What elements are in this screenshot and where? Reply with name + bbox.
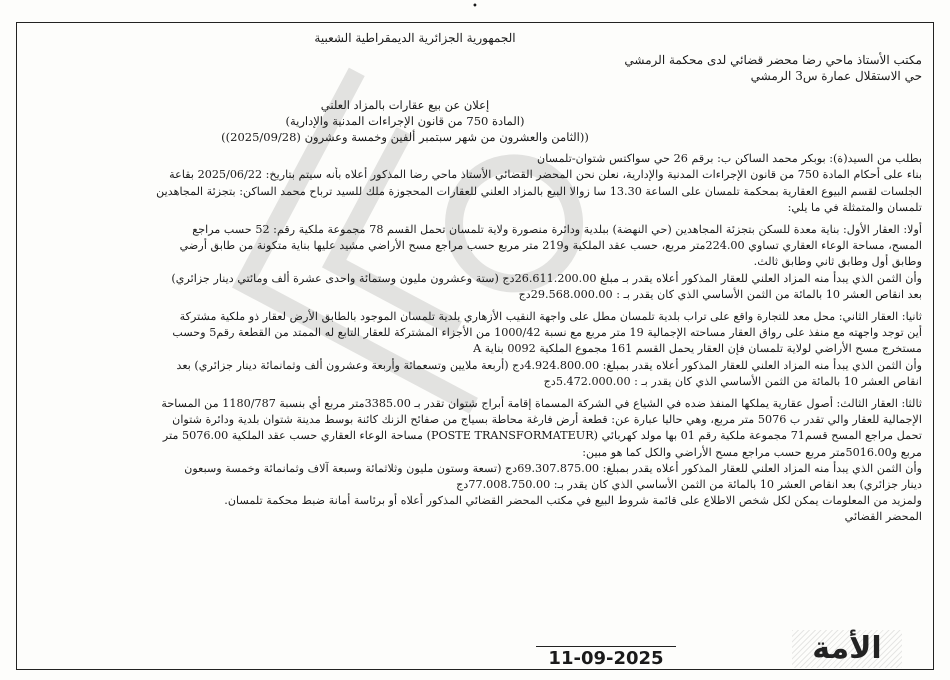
property-2-line-3: مستخرج مسح الأراضي لولاية تلمسان فإن العقار يحمل القسم 161 مجموع الملكية 0092 بناية A	[473, 342, 922, 356]
property-2-line-2: أين توجد واجهته مع منفذ على رواق العقار مساحته الإجمالية 19 متر مربع مع نسبة 1000/42 من الأجزاء المشتركة للعقار التابع له الممتد من القطعة رقم5 وحسب	[172, 326, 922, 340]
newspaper-logo	[792, 630, 902, 668]
notice-footer	[16, 612, 934, 670]
closing-note: ولمزيد من المعلومات يمكن لكل شخص الاطلاع على قائمة شروط البيع في مكتب المحضر القضائي المذكور أعلاه أو برئاسة أمانة ضبط محكمة تلمسان.	[224, 494, 922, 508]
property-3-line-1: ثالثا: العقار الثالث: أصول عقارية يملكها المنفذ ضده في الشياع في الشركة المسماة إقامة أبراج شتوان تقدر بـ 3385.00متر مربع أي بنسبة 1180/787 من المساحة	[161, 397, 922, 411]
property-1-line-3: وطابق أول وطابق ثاني وطابق ثالث.	[753, 255, 922, 269]
republic-heading: الجمهورية الجزائرية الديمقراطية الشعبية	[314, 31, 516, 45]
logo-text: الأمة	[812, 631, 882, 666]
property-3-price-1: وأن الثمن الذي يبدأ منه المزاد العلني للعقار المذكور أعلاه يقدر بمبلغ: 69.307.875.00دج (تسعة وستون مليون وثلاثمائة وسبعة آلاف وثمانمائة وخمسة وسبعون	[184, 461, 922, 475]
sale-date-words: ((الثامن والعشرون من شهر سبتمبر ألفين وخمسة وعشرون (2025/09/28))	[221, 130, 589, 145]
signature-label: المحضر القضائي	[844, 510, 922, 524]
requester-line: بطلب من السيد(ة): بوبكر محمد الساكن ب: برقم 26 حي سواكتس شتوان-تلمسان	[536, 152, 922, 166]
property-1-price-2: بعد انقاص العشر 10 بالمائة من الثمن الأساسي الذي كان يقدر بـ : 29.568.000.00دج	[518, 287, 922, 301]
publication-date: 11-09-2025	[536, 646, 676, 670]
intro-line-2: الجلسات لقسم البيوع العقارية بمحكمة تلمسان على الساعة 13.30 سا زوالا البيع بالمزاد العلني للعقارات المحجوزة ملك للسيد ترباح محمد الساكن: بتجزئة المجاهدين	[156, 184, 922, 198]
property-1-line-2: المسح، مساحة الوعاء العقاري تساوي 224.00متر مربع، حسب عقد الملكية و219 متر مربع حسب مراجع مسح الأراضي مشيد عليها بناية متكونة من طابق أرضي	[179, 239, 922, 253]
announcement-title: إعلان عن بيع عقارات بالمزاد العلني	[320, 97, 490, 112]
property-3-line-4: مربع و5016.00متر مربع حسب مراجع مسح الأراضي والكل كما هو مبين:	[582, 445, 922, 459]
property-2-price-1: وأن الثمن الذي يبدأ منه المزاد العلني للعقار المذكور أعلاه يقدر بمبلغ: 4.924.800.00دج (أربعة ملايين وتسعمائة وأربعة وعشرون ألف وثمانمائة دينار جزائري) بعد	[176, 358, 922, 372]
intro-line-1: بناء على أحكام المادة 750 من قانون الإجراءات المدنية والإدارية، نعلن نحن المحضر القضائي الأستاذ ماحي رضا المذكور أعلاه بأنه سيتم بتاريخ: 2025/06/22 بقاعة	[169, 168, 922, 182]
property-1-line-1: أولا: العقار الأول: بناية معدة للسكن بتجزئة المجاهدين (حي النهضة) ببلدية ودائرة منصورة ولاية تلمسان تحمل القسم 78 مجموعة ملكية رقم: 52 حسب مراجع	[192, 223, 922, 237]
property-3-price-2: دينار جزائري) بعد انقاص العشر 10 بالمائة من الثمن الأساسي الذي كان يقدر بـ: 77.008.750.00دج	[456, 478, 922, 492]
property-3-line-3: تحمل مراجع المسح قسم71 مجموعة ملكية رقم 01 بها مولد كهربائي (POSTE TRANSFORMATEUR) مساحة الوعاء العقاري حسب عقد الملكية 5076.00 متر	[162, 429, 922, 443]
notice-content	[28, 30, 922, 526]
property-1-price-1: وأن الثمن الذي يبدأ منه المزاد العلني للعقار المذكور أعلاه يقدر بـ مبلغ 26.611.200.00دج (ستة وعشرون مليون وستمائة واحدى عشرة ألف ومائتي دينار جزائري)	[171, 271, 922, 285]
scan-mark: •	[472, 1, 478, 12]
property-3-line-2: الإجمالية للعقار والي تقدر ب 5076 متر مربع، وهي حاليا عبارة عن: قطعة أرض فارغة محاطة بسياج من صفائح الزنك كائنة بوسط مدينة شتوان بلدية ودائرة شتوان	[172, 413, 922, 427]
intro-line-3: تلمسان والمتمثلة في ما يلي:	[787, 200, 922, 214]
legal-article: (المادة 750 من قانون الإجراءات المدنية والإدارية)	[285, 113, 525, 128]
office-address: حي الاستقلال عمارة س3 الرمشي	[750, 69, 922, 84]
property-2-line-1: ثانيا: العقار الثاني: محل معد للتجارة واقع على تراب بلدية تلمسان مطل على واجهة النقيب الأزهاري بلدية تلمسان الموجود بالطابق الأرض لعقار ذو ملكية مشتركة	[179, 310, 922, 324]
bailiff-office: مكتب الأستاذ ماحي رضا محضر قضائي لدى محكمة الرمشي	[624, 53, 922, 68]
property-2-price-2: انقاص العشر 10 بالمائة من الثمن الأساسي الذي كان يقدر بـ : 5.472.000.00دج	[543, 374, 922, 388]
